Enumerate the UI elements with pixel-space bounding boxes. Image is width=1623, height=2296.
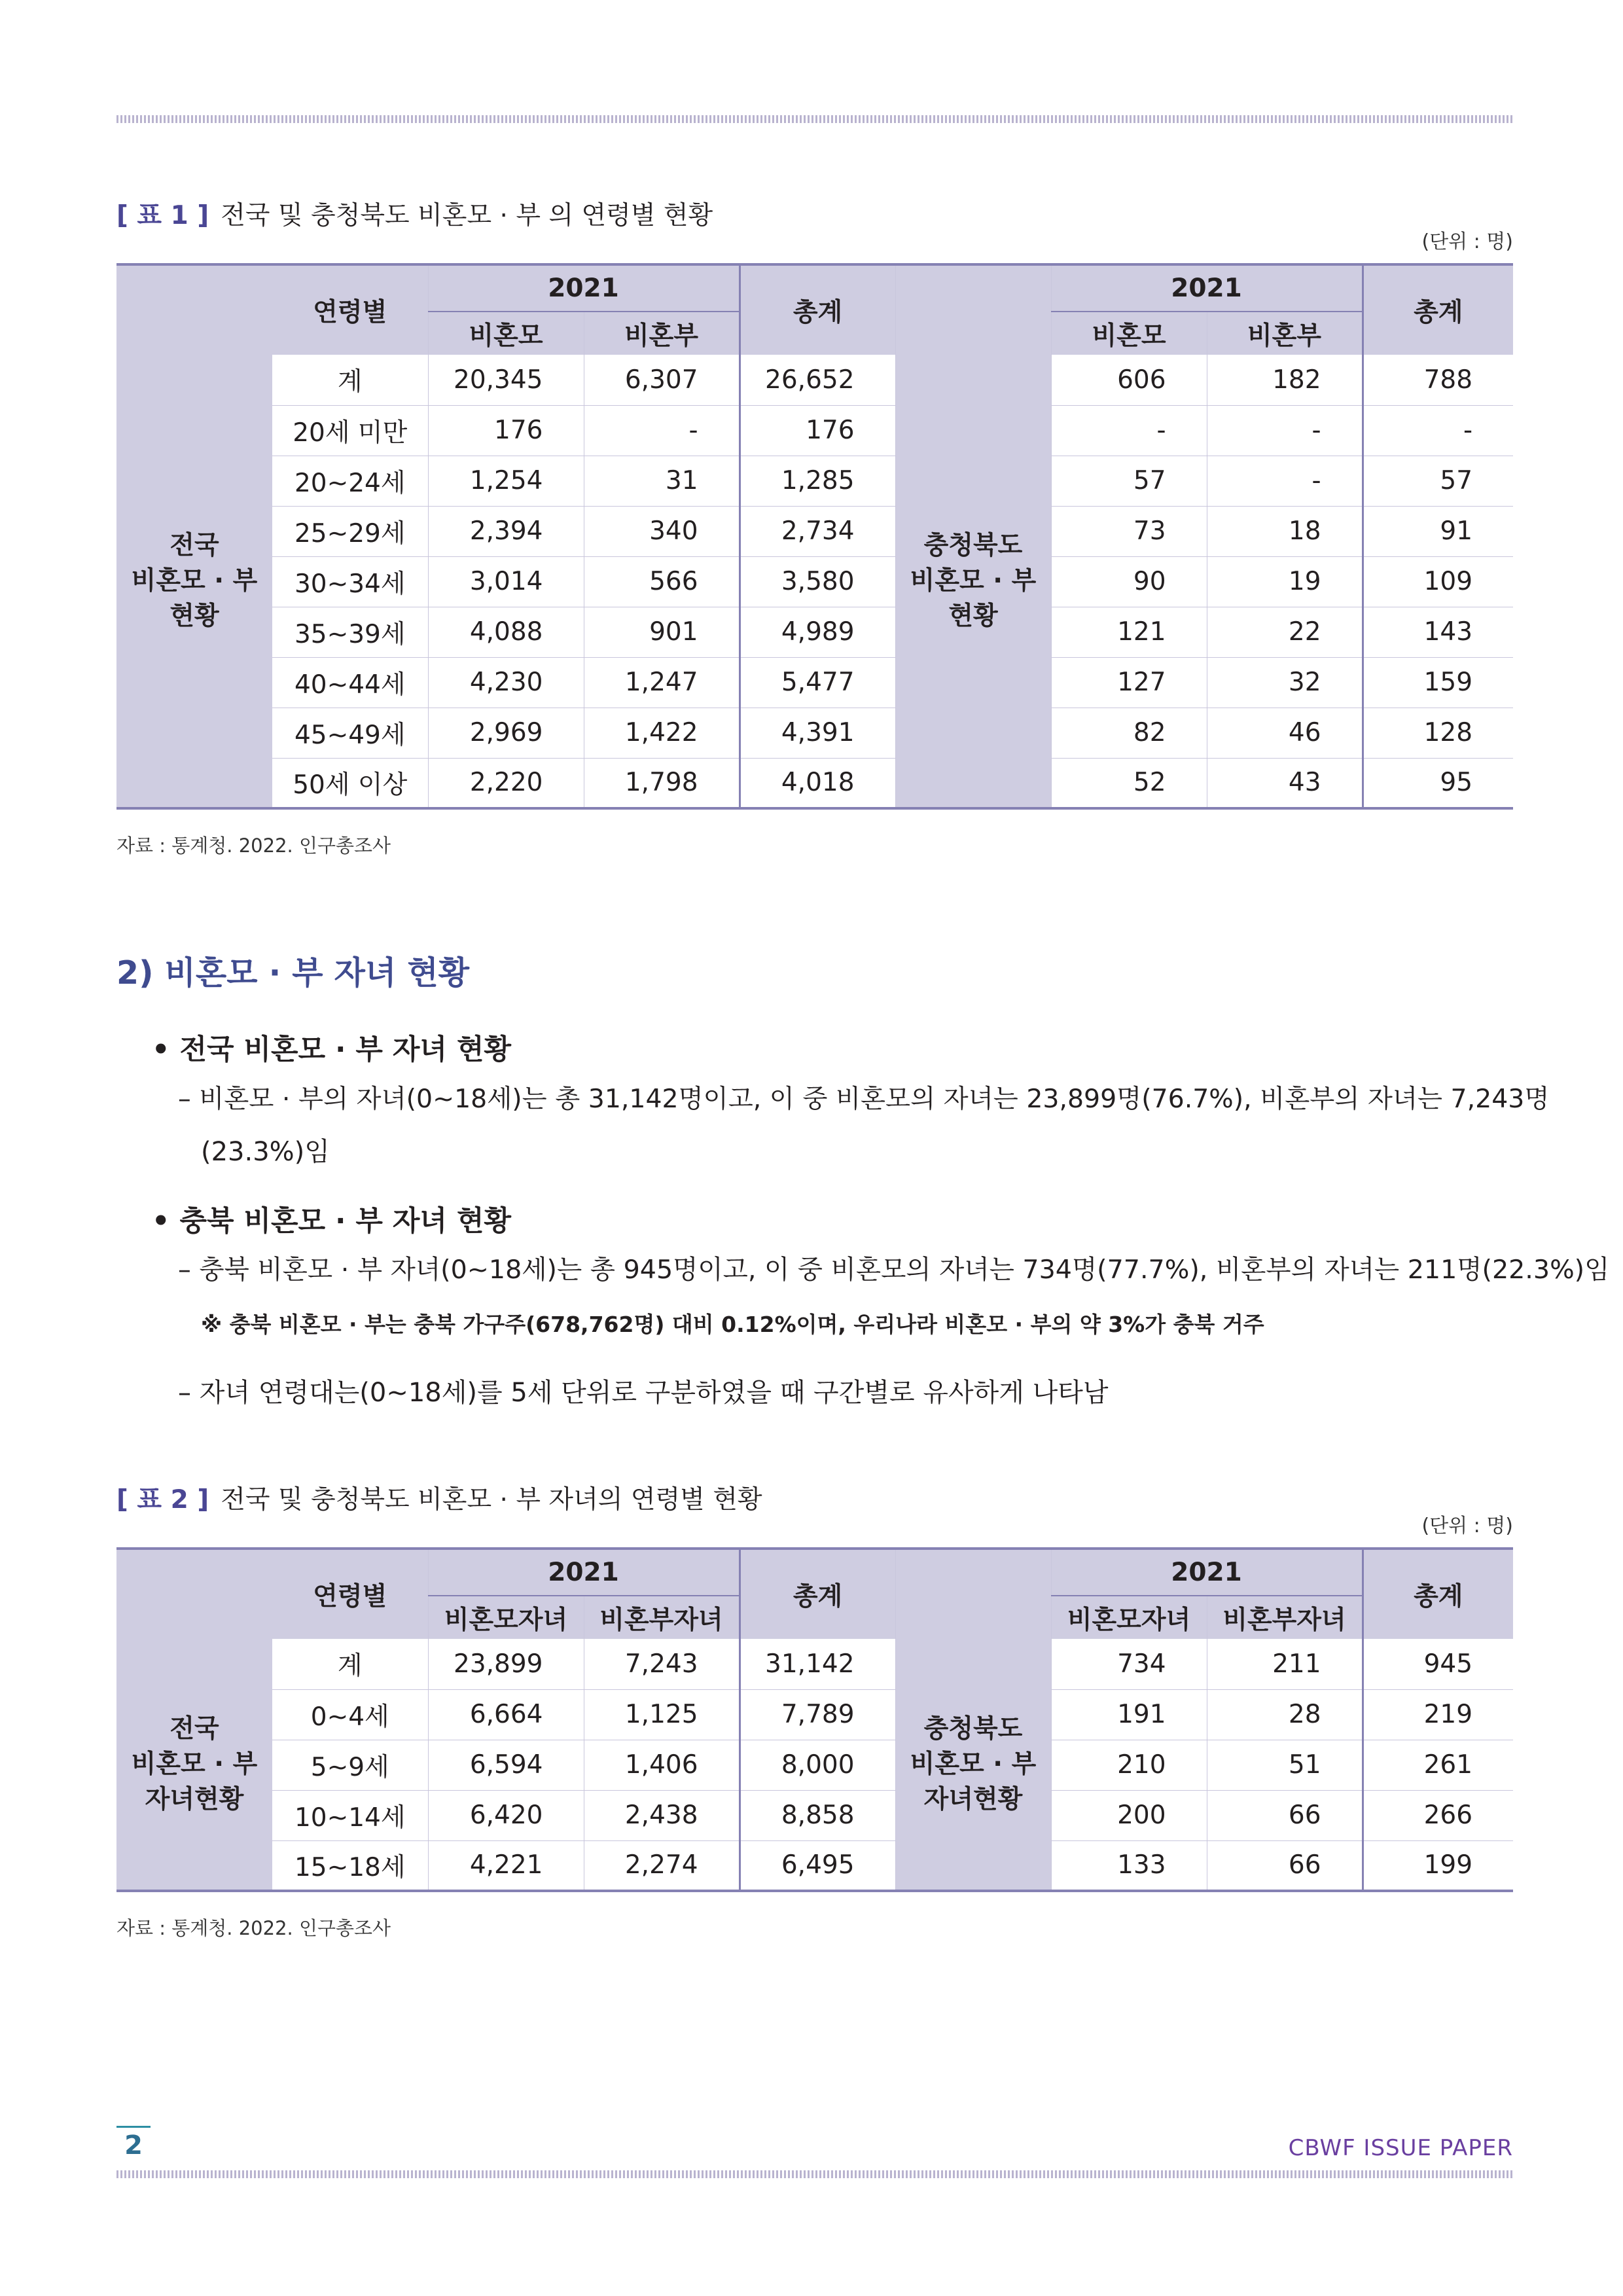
table1-national-total-cell: 1,285 <box>740 456 895 506</box>
table1-age-cell: 50세 이상 <box>293 770 408 800</box>
page-number: 2 <box>116 2126 151 2161</box>
table1-chungbuk-mother-cell: 90 <box>1051 556 1207 607</box>
table1-chungbuk-total-cell: 143 <box>1363 607 1513 657</box>
table1-side-chungbuk <box>895 355 1051 808</box>
chungbuk-note: ※ 충북 비혼모 · 부는 충북 가구주(678,762명) 대비 0.12%이며, 우리나라 비혼모 · 부의 약 3%가 충북 거주 <box>201 1312 1264 1337</box>
table2-side-chungbuk <box>895 1639 1051 1891</box>
table2-chungbuk-mother-cell: 191 <box>1051 1689 1207 1740</box>
table1-row <box>116 405 1513 456</box>
table2-national-total-cell: 7,789 <box>740 1689 895 1740</box>
table2-national-total-cell: 8,858 <box>740 1790 895 1840</box>
age-distribution-description: – 자녀 연령대는(0~18세)를 5세 단위로 구분하였을 때 구간별로 유사하게 나타남 <box>178 1378 1109 1408</box>
table1-chungbuk-father-cell: 18 <box>1207 506 1363 556</box>
table1-national-total-cell: 4,391 <box>740 708 895 758</box>
table2-age-cell: 15~18세 <box>294 1852 406 1882</box>
table1-chungbuk-father-cell: 46 <box>1207 708 1363 758</box>
table2-national-total-cell: 31,142 <box>740 1639 895 1689</box>
table2-header-father-right: 비혼부자녀 <box>1207 1596 1363 1639</box>
table2-chungbuk-father-cell: 66 <box>1207 1840 1363 1891</box>
bottom-divider <box>116 2170 1513 2178</box>
table1-national-total-cell: 2,734 <box>740 506 895 556</box>
table1-age-cell: 30~34세 <box>272 556 428 607</box>
table1-source: 자료 : 통계청. 2022. 인구총조사 <box>116 834 391 857</box>
table2-chungbuk-total-cell: 261 <box>1363 1740 1513 1790</box>
table2-national-total-cell: 6,495 <box>740 1840 895 1891</box>
table1-national-total-cell: 5,477 <box>740 657 895 708</box>
table1-side-national <box>116 355 272 808</box>
table1-chungbuk-father-cell: - <box>1207 405 1363 456</box>
table1-chungbuk-total-cell: 109 <box>1363 556 1513 607</box>
table1-national-mother-cell: 4,088 <box>428 607 584 657</box>
table2-side-chungbuk-line2: 비혼모 · 부 <box>910 1749 1037 1779</box>
table1-header-age: 연령별 <box>272 264 428 355</box>
table2-national-father-cell: 1,125 <box>584 1689 740 1740</box>
table1-age-cell: 25~29세 <box>272 506 428 556</box>
bullet-national: • 전국 비혼모 · 부 자녀 현황 <box>152 1033 512 1066</box>
table2-age-cell: 10~14세 <box>272 1790 428 1840</box>
table2-label: [ 표 2 ] <box>116 1485 209 1515</box>
table1-national-total-cell: 4,989 <box>740 607 895 657</box>
table2-national-mother-cell: 6,664 <box>428 1689 584 1740</box>
table2-header-age: 연령별 <box>272 1549 428 1639</box>
table1-age-cell: 40~44세 <box>272 657 428 708</box>
table2-header-mother-left: 비혼모자녀 <box>428 1596 584 1639</box>
table2-national-total-cell: 8,000 <box>740 1740 895 1790</box>
table1-row <box>116 657 1513 708</box>
table2-header-total-left: 총계 <box>740 1549 895 1639</box>
table2-caption <box>116 1479 762 1516</box>
table2-chungbuk-mother-cell: 734 <box>1051 1639 1207 1689</box>
table1-national-total-cell: 3,580 <box>740 556 895 607</box>
table1-chungbuk-total-cell: 57 <box>1363 456 1513 506</box>
table2-national-mother-cell: 6,420 <box>428 1790 584 1840</box>
table1-national-mother-cell: 2,969 <box>428 708 584 758</box>
table2-row <box>116 1840 1513 1891</box>
table1-chungbuk-total-cell: - <box>1363 405 1513 456</box>
table2-header-father-left: 비혼부자녀 <box>584 1596 740 1639</box>
table1-chungbuk-mother-cell: 73 <box>1051 506 1207 556</box>
table1-side-chungbuk-line2: 비혼모 · 부 <box>910 565 1037 596</box>
table2-chungbuk-mother-cell: 210 <box>1051 1740 1207 1790</box>
table1-national-mother-cell: 2,394 <box>428 506 584 556</box>
table1-national-father-cell: 6,307 <box>584 355 740 405</box>
table1-chungbuk-mother-cell: 82 <box>1051 708 1207 758</box>
table1-chungbuk-father-cell: 32 <box>1207 657 1363 708</box>
table2-age-cell: 0~4세 <box>272 1689 428 1740</box>
table2 <box>116 1547 1513 1892</box>
table1-chungbuk-total-cell: 91 <box>1363 506 1513 556</box>
table1-header-blank-right <box>895 264 1051 355</box>
table2-unit: (단위 : 명) <box>1421 1515 1513 1537</box>
table2-chungbuk-father-cell: 28 <box>1207 1689 1363 1740</box>
table1-national-total-cell: 26,652 <box>740 355 895 405</box>
table1-age-cell: 35~39세 <box>272 607 428 657</box>
table1-national-father-cell: 566 <box>584 556 740 607</box>
table1-header-mother-left: 비혼모 <box>428 312 584 355</box>
table1-national-total-cell: 4,018 <box>740 758 895 808</box>
table1-header-blank-left <box>116 264 272 355</box>
table1-chungbuk-mother-cell: 52 <box>1051 758 1207 808</box>
table1-row <box>116 456 1513 506</box>
table2-chungbuk-father-cell: 51 <box>1207 1740 1363 1790</box>
table1-header-total-left: 총계 <box>740 264 895 355</box>
table1-header-total-right: 총계 <box>1363 264 1513 355</box>
section-heading: 2) 비혼모 · 부 자녀 현황 <box>116 954 470 992</box>
table2-side-national-line2: 비혼모 · 부 <box>131 1749 258 1779</box>
table1-chungbuk-mother-cell: 606 <box>1051 355 1207 405</box>
publication-title: CBWF ISSUE PAPER <box>1288 2135 1513 2161</box>
table1-national-mother-cell: 1,254 <box>428 456 584 506</box>
table2-age-cell: 5~9세 <box>272 1740 428 1790</box>
table2-header-year-right: 2021 <box>1051 1549 1363 1596</box>
table2-header-blank-right <box>895 1549 1051 1639</box>
table2-national-father-cell: 7,243 <box>584 1639 740 1689</box>
table1-row <box>116 708 1513 758</box>
table2-row <box>116 1740 1513 1790</box>
table1-row <box>116 758 1513 808</box>
table1-age-cell: 20세 미만 <box>272 405 428 456</box>
table2-header-mother-right: 비혼모자녀 <box>1051 1596 1207 1639</box>
table1-side-chungbuk-line3: 현황 <box>948 601 998 631</box>
table1-row <box>116 355 1513 405</box>
table1-national-father-cell: - <box>584 405 740 456</box>
table2-source: 자료 : 통계청. 2022. 인구총조사 <box>116 1917 391 1939</box>
table1-header-father-left: 비혼부 <box>584 312 740 355</box>
table2-side-chungbuk-line1: 충청북도 <box>923 1713 1023 1744</box>
table1-chungbuk-total-cell: 788 <box>1363 355 1513 405</box>
national-description-line2: (23.3%)임 <box>201 1137 330 1167</box>
table2-header-total-right: 총계 <box>1363 1549 1513 1639</box>
table1-national-father-cell: 1,422 <box>584 708 740 758</box>
table1-header-father-right: 비혼부 <box>1207 312 1363 355</box>
table2-chungbuk-total-cell: 219 <box>1363 1689 1513 1740</box>
table2-age-cell: 계 <box>272 1639 428 1689</box>
table1-national-father-cell: 1,247 <box>584 657 740 708</box>
table2-row <box>116 1639 1513 1689</box>
table2-national-mother-cell: 23,899 <box>428 1639 584 1689</box>
table1 <box>116 263 1513 810</box>
table1-chungbuk-total-cell: 95 <box>1363 758 1513 808</box>
table1-chungbuk-mother-cell: - <box>1051 405 1207 456</box>
table1-age-cell: 20~24세 <box>272 456 428 506</box>
table1-chungbuk-father-cell: 19 <box>1207 556 1363 607</box>
table1-chungbuk-father-cell: - <box>1207 456 1363 506</box>
table1-national-mother-cell: 176 <box>428 405 584 456</box>
table1-label: [ 표 1 ] <box>116 201 209 230</box>
table2-chungbuk-father-cell: 66 <box>1207 1790 1363 1840</box>
table1-age-cell: 계 <box>272 355 428 405</box>
table2-national-mother-cell: 4,221 <box>428 1840 584 1891</box>
table2-national-father-cell: 2,438 <box>584 1790 740 1840</box>
table2-header-blank-left <box>116 1549 272 1639</box>
table2-chungbuk-mother-cell: 200 <box>1051 1790 1207 1840</box>
table1-header-year-left: 2021 <box>428 264 740 312</box>
table2-title: 전국 및 충청북도 비혼모 · 부 자녀의 연령별 현황 <box>221 1485 762 1515</box>
table2-side-chungbuk-line3: 자녀현황 <box>923 1784 1023 1814</box>
table1-chungbuk-father-cell: 43 <box>1207 758 1363 808</box>
table2-chungbuk-total-cell: 945 <box>1363 1639 1513 1689</box>
table1-national-mother-cell: 20,345 <box>428 355 584 405</box>
table1-row <box>116 556 1513 607</box>
table1-national-mother-cell: 3,014 <box>428 556 584 607</box>
table2-chungbuk-father-cell: 211 <box>1207 1639 1363 1689</box>
table2-chungbuk-total-cell: 199 <box>1363 1840 1513 1891</box>
table2-side-national <box>116 1639 272 1891</box>
bullet-chungbuk: • 충북 비혼모 · 부 자녀 현황 <box>152 1205 512 1238</box>
table2-national-father-cell: 1,406 <box>584 1740 740 1790</box>
table1-row <box>116 506 1513 556</box>
table1-national-mother-cell: 2,220 <box>428 758 584 808</box>
table1-side-national-line1: 전국 <box>169 530 219 560</box>
table1-chungbuk-mother-cell: 57 <box>1051 456 1207 506</box>
table2-side-national-line1: 전국 <box>169 1713 219 1744</box>
table2-national-mother-cell: 6,594 <box>428 1740 584 1790</box>
table1-side-national-line2: 비혼모 · 부 <box>131 565 258 596</box>
table1-national-father-cell: 901 <box>584 607 740 657</box>
table1-header-mother-right: 비혼모 <box>1051 312 1207 355</box>
top-divider <box>116 115 1513 123</box>
table2-chungbuk-total-cell: 266 <box>1363 1790 1513 1840</box>
table1-national-father-cell: 31 <box>584 456 740 506</box>
table1-national-father-cell: 340 <box>584 506 740 556</box>
table1-caption <box>116 195 713 232</box>
national-description-line1: – 비혼모 · 부의 자녀(0~18세)는 총 31,142명이고, 이 중 비혼모의 자녀는 23,899명(76.7%), 비혼부의 자녀는 7,243명 <box>178 1084 1550 1114</box>
table1-chungbuk-mother-cell: 127 <box>1051 657 1207 708</box>
table2-row <box>116 1790 1513 1840</box>
table1-title: 전국 및 충청북도 비혼모 · 부 의 연령별 현황 <box>221 201 713 230</box>
table1-chungbuk-total-cell: 128 <box>1363 708 1513 758</box>
table2-side-national-line3: 자녀현황 <box>145 1784 244 1814</box>
table2-row <box>116 1689 1513 1740</box>
table1-chungbuk-mother-cell: 121 <box>1051 607 1207 657</box>
table2-header-year-left: 2021 <box>428 1549 740 1596</box>
table1-side-national-line3: 현황 <box>169 601 219 631</box>
table1-chungbuk-total-cell: 159 <box>1363 657 1513 708</box>
table1-side-chungbuk-line1: 충청북도 <box>923 530 1023 560</box>
table1-age-cell: 45~49세 <box>272 708 428 758</box>
table1-national-father-cell: 1,798 <box>584 758 740 808</box>
table1-chungbuk-father-cell: 22 <box>1207 607 1363 657</box>
table1-national-total-cell: 176 <box>740 405 895 456</box>
chungbuk-description: – 충북 비혼모 · 부 자녀(0~18세)는 총 945명이고, 이 중 비혼모의 자녀는 734명(77.7%), 비혼부의 자녀는 211명(22.3%)임 <box>178 1255 1610 1285</box>
table2-national-father-cell: 2,274 <box>584 1840 740 1891</box>
table2-chungbuk-mother-cell: 133 <box>1051 1840 1207 1891</box>
table1-chungbuk-father-cell: 182 <box>1207 355 1363 405</box>
table1-header-year-right: 2021 <box>1051 264 1363 312</box>
table1-unit: (단위 : 명) <box>1421 230 1513 253</box>
table1-national-mother-cell: 4,230 <box>428 657 584 708</box>
table1-row <box>116 607 1513 657</box>
